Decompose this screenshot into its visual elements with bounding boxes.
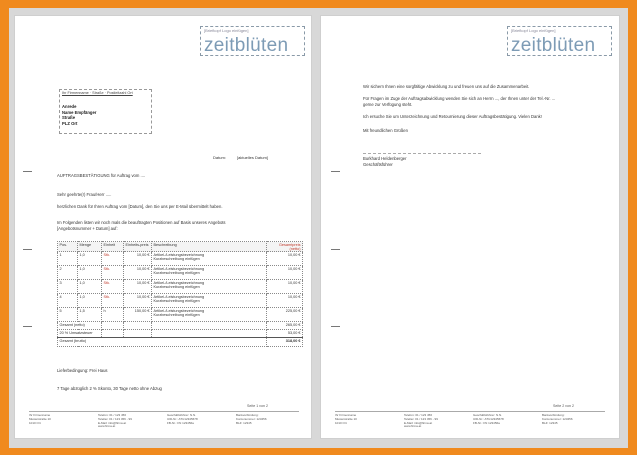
punch-mark: [23, 249, 32, 250]
footer-col: Bankverbindung: Kontonummer: 123456 BLZ: 12345: [542, 413, 573, 425]
intro-text: Im Folgenden listen wir noch mals die beauftragten Positionen auf Basis unseres Angebots: [57, 220, 226, 225]
date-value: [aktuelles Datum]: [237, 155, 268, 160]
document-preview-frame: [9, 8, 628, 448]
vat-row: 20 % Umsatzsteuer 53,00 €: [58, 330, 303, 338]
closing: Mit freundlichen Grüßen: [363, 128, 408, 133]
paragraph-2-cont: gerne zur Verfügung steht.: [363, 102, 413, 107]
logo-hint: [Briefkopf Logo einfügen]: [204, 28, 249, 33]
paragraph-1: Wir sichern Ihnen eine sorgfältige Abwicklung zu und freuen uns auf die Zusammenarbeit.: [363, 84, 530, 89]
footer-col: Ihr Firmenname Musterstraße 10 1010 Ort: [335, 413, 357, 425]
brand-logo: zeitblüten: [511, 35, 596, 56]
fold-mark: [23, 326, 32, 327]
date-label: Datum:: [213, 155, 226, 160]
brand-logo: zeitblüten: [204, 35, 289, 56]
column-header: Einheits-preis: [124, 242, 152, 252]
logo-box: [507, 26, 612, 56]
page-footer: [29, 411, 299, 429]
payment-terms: 7 Tage abzüglich 2 % Skonto, 30 Tage netto ohne Abzug: [57, 386, 162, 391]
footer-col: Telefon: 01 / 123 456 Telefax: 01 / 123 456 - 99 E-Mail: info@firma.at www.firma.at: [98, 413, 132, 429]
page-number: Seite 1 von 2: [247, 404, 268, 408]
subject-line: AUFTRAGSBESTÄTIGUNG für Auftrag vom ....: [57, 173, 146, 178]
paragraph-3: Ich ersuche Sie um Unterzeichnung und Retournierung dieser Auftragsbestätigung. Vielen Dank!: [363, 114, 542, 119]
column-header: Gesamtpreis (netto): [267, 242, 303, 252]
fold-mark: [331, 171, 340, 172]
table-row: 5 1,5 h 150,00 € Artikel-/Leistungsbezeichnung Kurzbeschreibung einfügen 225,00 €: [58, 308, 303, 322]
order-items-table: [57, 241, 303, 347]
table-row: 3 1,0 Stk. 10,00 € Artikel-/Leistungsbezeichnung Kurzbeschreibung einfügen 10,00 €: [58, 280, 303, 294]
signer-role: Geschäftsführer: [363, 162, 393, 167]
footer-col: Telefon: 01 / 123 456 Telefax: 01 / 123 456 - 99 E-Mail: info@firma.at www.firma.at: [404, 413, 438, 429]
page-footer: [335, 411, 605, 429]
column-header: Menge: [78, 242, 102, 252]
table-header-row: [58, 242, 303, 252]
sender-line: Ihr Firmenname · Straße · Postleitzahl Ort: [62, 91, 133, 95]
thanks-text: herzlichen Dank für Ihren Auftrag vom [Datum], den Sie uns per E-Mail übermittelt haben.: [57, 204, 223, 209]
net-total-row: Gesamt (netto) 265,00 €: [58, 322, 303, 330]
footer-col: Ihr Firmenname Musterstraße 10 1010 Ort: [29, 413, 51, 425]
address-window: [59, 89, 152, 134]
fold-mark: [23, 171, 32, 172]
footer-col: Geschäftsführer: N.N. UID-Nr.: ATU12345678 FB-Nr.: FN 123456a: [167, 413, 198, 425]
fold-mark: [331, 326, 340, 327]
footer-col: Bankverbindung: Kontonummer: 123456 BLZ: 12345: [236, 413, 267, 425]
intro-text-2: [Angebotsnummer + Datum] auf:: [57, 226, 118, 231]
delivery-terms: Lieferbedingung: Frei Haus: [57, 368, 108, 373]
logo-box: [200, 26, 305, 56]
page-number: Seite 2 von 2: [553, 404, 574, 408]
document-page-2: [320, 15, 620, 439]
column-header: Einheit: [102, 242, 124, 252]
table-row: 2 1,0 Stk. 10,00 € Artikel-/Leistungsbezeichnung Kurzbeschreibung einfügen 10,00 €: [58, 266, 303, 280]
table-row: 1 1,0 Stk. 10,00 € Artikel-/Leistungsbezeichnung Kurzbeschreibung einfügen 10,00 €: [58, 252, 303, 266]
column-header: Beschreibung: [152, 242, 267, 252]
paragraph-2: Für Fragen im Zuge der Auftragsabwicklung wenden Sie sich an Herrn ..., der Ihnen unter der Tel.-Nr. ...: [363, 96, 556, 101]
punch-mark: [331, 249, 340, 250]
footer-col: Geschäftsführer: N.N. UID-Nr.: ATU12345678 FB-Nr.: FN 123456a: [473, 413, 504, 425]
gross-total-row: Gesamt (brutto) 318,00 €: [58, 338, 303, 347]
signature-line: [363, 153, 481, 154]
salutation: Sehr geehrte(r) Frau/Herr .....: [57, 192, 112, 197]
table-row: 4 1,0 Stk. 10,00 € Artikel-/Leistungsbezeichnung Kurzbeschreibung einfügen 10,00 €: [58, 294, 303, 308]
logo-hint: [Briefkopf Logo einfügen]: [511, 28, 556, 33]
recipient-address: Anrede Name Empfänger Straße PLZ Ort: [62, 104, 97, 127]
column-header: Pos.: [58, 242, 78, 252]
document-page-1: [14, 15, 312, 439]
signer-name: Burkhard Heldenberger: [363, 156, 407, 161]
